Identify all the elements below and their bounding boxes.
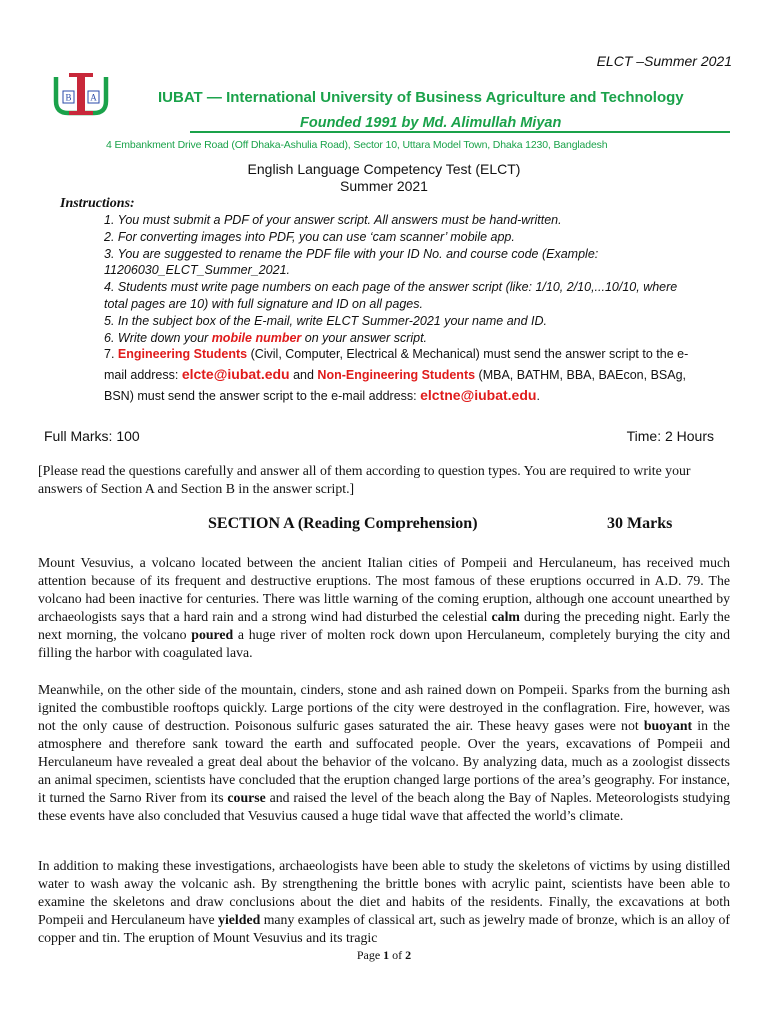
section-a-marks: 30 Marks (607, 515, 673, 532)
instruction-2: 2. For converting images into PDF, you can use ‘cam scanner’ mobile app. (104, 229, 515, 244)
instruction-7-programs: (MBA, BATHM, BBA, BAEcon, BSAg, (475, 368, 687, 383)
institution-short-name: IUBAT (158, 89, 203, 106)
passage-paragraph-3 (38, 857, 730, 947)
founded-line: Founded 1991 by Md. Alimullah Miyan (300, 115, 562, 131)
p2-text-3: and raised the level of the beach along the Bay of Naples. Meteorologists studying these events have also concluded that Vesuvius caused a huge tidal wave that affected the world’s climate. (38, 790, 730, 823)
engineering-students-label: Engineering Students (117, 347, 248, 362)
test-term: Summer 2021 (340, 178, 428, 194)
instruction-7-line-2 (104, 366, 704, 384)
instruction-7-text: (Civil, Computer, Electrical & Mechanical) must send the answer script to the e- (247, 347, 689, 362)
vocab-word-poured: poured (191, 627, 234, 642)
header-course-term: ELCT –Summer 2021 (596, 53, 732, 69)
full-marks-label: Full Marks: (44, 428, 113, 444)
p3-text-1: In addition to making these investigations, archaeologists have been able to study the skeletons of victims by using distilled water to wash away the volcanic ash. By strengthening the brittle bones with acrylic paint, scientists have been able to examine the skeletons and draw conclusions about the diet and habits of the residents. Finally, the excavations at both Pompeii and Herculaneum have (38, 858, 730, 927)
p3-text-2: many examples of classical art, such as jewelry made of bronze, which is an alloy of copper and tin. The eruption of Mount Vesuvius and its tragic (38, 912, 730, 945)
vocab-word-buoyant: buoyant (643, 718, 693, 733)
instruction-1: 1. You must submit a PDF of your answer script. All answers must be hand-written. (104, 213, 562, 227)
institution-full-name: International University of Business Agriculture and Technology (226, 89, 684, 106)
instruction-4-line-1: 4. Students must write page numbers on each page of the answer script (like: 1/10, 2/10,...10/10, where (104, 280, 678, 295)
instructions-heading: Instructions: (60, 196, 135, 211)
instruction-7-mail-prefix: mail address: (104, 368, 182, 383)
vocab-word-calm: calm (491, 609, 520, 624)
instruction-3-line-2: 11206030_ELCT_Summer_2021. (104, 263, 291, 278)
non-engineering-students-label: Non-Engineering Students (317, 368, 476, 383)
instruction-3-line-1: 3. You are suggested to rename the PDF file with your ID No. and course code (Example: (104, 246, 599, 261)
institution-address: 4 Embankment Drive Road (Off Dhaka-Ashulia Road), Sector 10, Uttara Model Town, Dhaka 1230, Bangladesh (106, 139, 608, 151)
institution-dash: — (202, 89, 227, 106)
page-number (0, 948, 768, 963)
p1-text-3: a huge river of molten rock down upon Herculaneum, completely burying the city and filling the harbor with coagulated lava. (38, 627, 730, 660)
instruction-7-line-1 (104, 346, 704, 363)
instruction-4-line-2: total pages are 10) with full signature and ID on all pages. (104, 296, 423, 311)
non-engineering-email-link[interactable]: elctne@iubat.edu (420, 386, 537, 403)
page-word: Page (356, 948, 384, 962)
instruction-6 (104, 330, 704, 347)
founded-underline (190, 131, 730, 133)
full-marks (44, 428, 140, 444)
p1-text-2: during the preceding night. Early the next morning, the volcano (38, 609, 730, 642)
vocab-word-yielded: yielded (218, 912, 261, 927)
full-marks-value: 100 (116, 428, 140, 444)
exam-time: Time: 2 Hours (626, 428, 714, 444)
instruction-6-prefix: 6. Write down your (104, 330, 212, 345)
exam-note: [Please read the questions carefully and answer all of them according to question types. You are required to write your answers of Section A and Section B in the answer script.] (38, 463, 691, 496)
logo-letter-a: A (90, 92, 97, 103)
instruction-7-period: . (536, 388, 540, 403)
institution-name (158, 89, 684, 106)
page-current: 1 (383, 948, 390, 962)
logo-letter-b: B (65, 92, 72, 103)
test-title: English Language Competency Test (ELCT) (247, 161, 521, 177)
instruction-5: 5. In the subject box of the E-mail, write ELCT Summer-2021 your name and ID. (104, 313, 548, 328)
p2-text-2: in the atmosphere and therefore sank toward the earth and suffocated people. Over the years, excavations of Pompeii and Herculaneum have revealed a great deal about the behavior of the volcano. By analyzing data, much as a zoologist dissects an animal specimen, scientists have concluded that the eruption changed large portions of the area’s geography. For instance, it turned the Sarno River from its (38, 718, 730, 805)
passage-paragraph-2 (38, 681, 730, 825)
vocab-word-course: course (227, 790, 266, 805)
page-of: of (389, 948, 406, 962)
p2-text-1: Meanwhile, on the other side of the mountain, cinders, stone and ash rained down on Pompeii. Sparks from the burning ash ignited the combustible rooftops quickly. Large portions of the city were destroyed in the conflagration. Fire, however, was not the only cause of destruction. Poisonous sulfuric gases saturated the air. These heavy gases were not (38, 682, 730, 733)
passage-paragraph-1 (38, 554, 730, 662)
iubat-logo (52, 73, 110, 117)
instruction-6-suffix: on your answer script. (301, 330, 428, 345)
instruction-7-line-3 (104, 387, 704, 405)
section-a-title: SECTION A (Reading Comprehension) (208, 515, 478, 532)
instruction-7-and: and (289, 368, 318, 383)
p1-text-1: Mount Vesuvius, a volcano located between the ancient Italian cities of Pompeii and Herculaneum, has received much attention because of its frequent and destructive eruptions. The most famous of these eruptions occurred in A.D. 79. The volcano had been inactive for centuries. There was little warning of the coming eruption, although one account unearthed by archaeologists says that a hard rain and a strong wind had disturbed the celestial (38, 555, 730, 624)
engineering-email-link[interactable]: elcte@iubat.edu (181, 366, 290, 383)
mobile-number-highlight: mobile number (211, 330, 302, 345)
instruction-7-number: 7. (104, 347, 118, 362)
instructions-list (104, 212, 704, 405)
instruction-7-line-3-prefix: BSN) must send the answer script to the e-mail address: (104, 388, 421, 403)
page-total: 2 (405, 948, 412, 962)
